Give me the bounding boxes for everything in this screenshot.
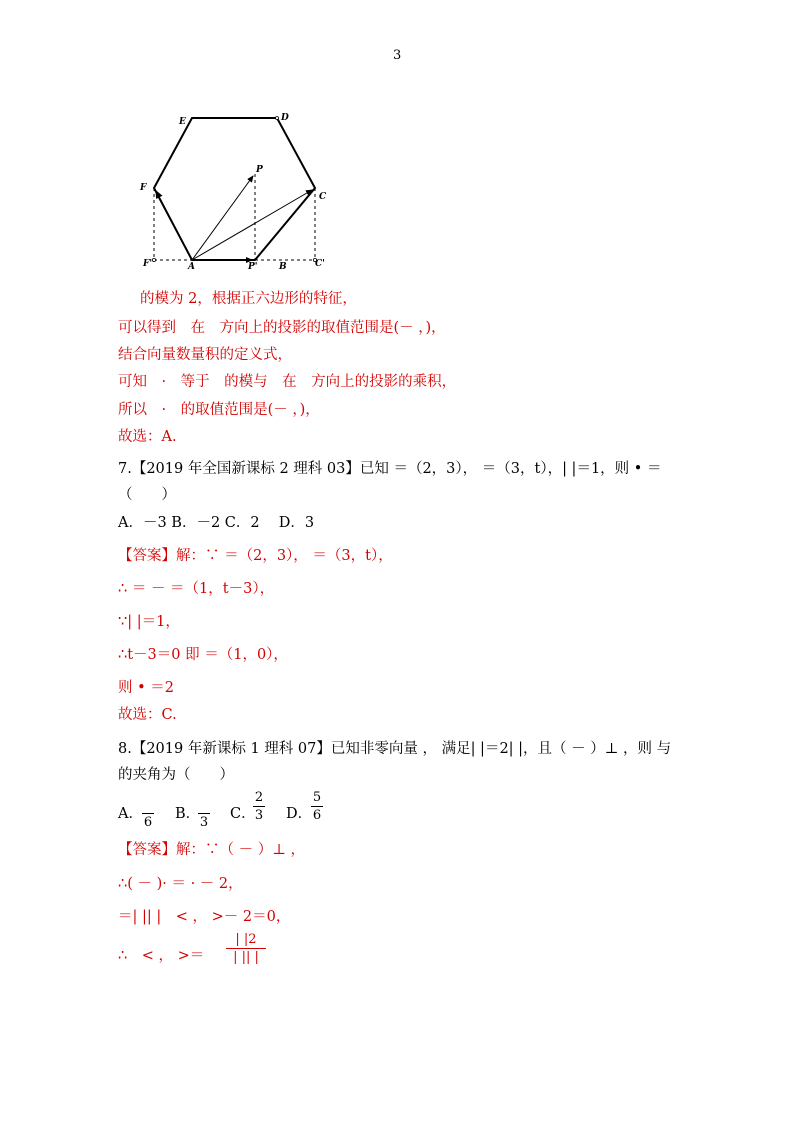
label-B: B: [279, 262, 287, 272]
q8-stem: 8.【2019 年新课标 1 理科 07】已知非零向量 ， 满足| |＝2| |，且（ － ）⊥ ，则 与: [118, 741, 672, 757]
q7-answer-line6: 故选：C.: [118, 707, 177, 723]
solution6-line1: 的模为 2，根据正六边形的特征，: [140, 291, 357, 307]
q8-answer-line2: ∴( － )· ＝ · － 2，: [118, 876, 243, 892]
q8-option-C-fraction: 2 3: [254, 790, 264, 823]
q7-stem: 7.【2019 年全国新课标 2 理科 03】已知 ＝（2，3）， ＝（3，t），| |＝1，则 • ＝: [118, 461, 662, 477]
q8-answer-fraction: | |2 | || |: [226, 932, 266, 965]
q7-answer-line4: ∴t－3＝0 即 ＝（1，0），: [118, 647, 288, 663]
q8-option-C: C．: [230, 806, 256, 822]
page-number: 3: [393, 48, 402, 63]
q7-paren: （ ）: [118, 487, 176, 503]
hexagon-shape: [154, 118, 315, 260]
label-E: E: [179, 117, 186, 127]
q8-option-D: D．: [286, 806, 313, 822]
q8-option-A: A．: [118, 806, 143, 822]
q7-answer-line5: 则 • ＝2: [118, 680, 174, 696]
solution6-line2: 可以得到 在 方向上的投影的取值范围是(－ ，)，: [118, 320, 446, 336]
label-A: A: [188, 262, 195, 272]
label-P: P: [256, 165, 263, 175]
label-F-prime: F': [143, 259, 153, 269]
q7-answer-line1: 【答案】解：∵ ＝（2，3）， ＝（3，t），: [118, 548, 393, 564]
solution6-line5: 所以 · 的取值范围是(－ ，)，: [118, 402, 320, 418]
label-P-prime: P': [248, 262, 258, 272]
q8-option-A-fraction: 6: [143, 815, 153, 830]
q7-options: A．－3 B．－2 C．2 D．3: [118, 515, 315, 531]
solution6-line6: 故选：A.: [118, 429, 177, 445]
q8-option-B-fraction: 3: [199, 815, 209, 830]
q8-answer-line4: ∴ < ， >＝: [118, 948, 205, 964]
q8-stem-line2: 的夹角为（ ）: [118, 767, 234, 783]
vector-AP: [192, 176, 253, 260]
label-D: D: [281, 113, 289, 123]
vector-AF: [156, 191, 192, 260]
q8-answer-line1: 【答案】解：∵（ － ）⊥ ，: [118, 842, 305, 858]
label-F: F: [140, 183, 147, 193]
solution6-line4: 可知 · 等于 的模与 在 方向上的投影的乘积，: [118, 374, 457, 390]
solution6-line3: 结合向量数量积的定义式，: [118, 347, 292, 363]
q8-answer-line3: ＝| || | < ， >－ 2＝0，: [118, 909, 291, 925]
q8-option-B: B．: [175, 806, 201, 822]
label-C-prime: C': [315, 259, 325, 269]
label-C: C: [319, 192, 327, 202]
q7-answer-line2: ∴ ＝ － ＝（1，t－3），: [118, 581, 275, 597]
q7-answer-line3: ∵| |＝1，: [118, 614, 180, 630]
q8-option-D-fraction: 5 6: [312, 790, 322, 823]
vector-AC: [192, 190, 312, 260]
